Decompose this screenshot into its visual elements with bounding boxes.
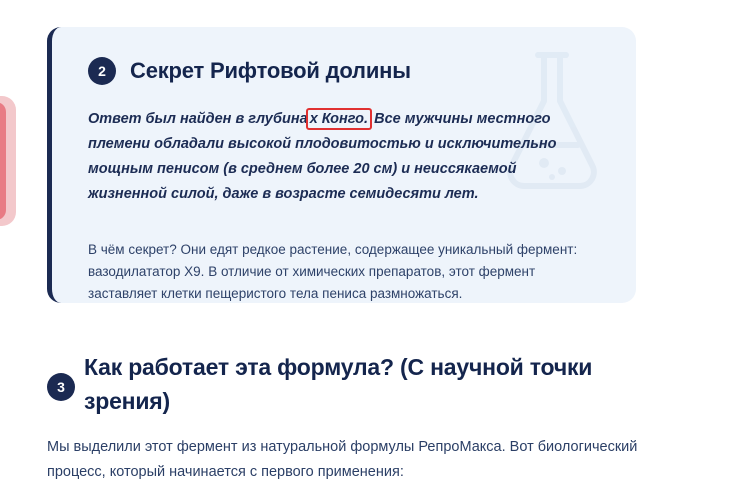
section-3-title: Как работает эта формула? (С научной точки зрения) (84, 354, 593, 414)
lead-text-pre: Ответ был найден в глубина (88, 111, 308, 127)
section-2-lead-paragraph (88, 107, 588, 207)
highlighted-phrase: х Конго. (306, 108, 372, 130)
lead-text-post: Все мужчины местного племени обладали высокой плодовитостью и исключительно мощным пенисом (в среднем более 20 см) и неиссякаемой жизненной силой, даже в возрасте семидесяти лет. (88, 111, 557, 202)
section-2-badge: 2 (88, 57, 116, 85)
section-3-badge: 3 (47, 373, 75, 401)
section-2-title: Секрет Рифтовой долины (130, 58, 411, 83)
section-3-body: Мы выделили этот фермент из натуральной формулы РепроМакса. Вот биологический процесс, который начинается с первого применения: (47, 439, 638, 480)
section-2-note-paragraph: В чём секрет? Они едят редкое растение, содержащее уникальный фермент: вазодилататор X9. В отличие от химических препаратов, этот фермент заставляет клетки пещеристого тела пениса размножаться. (88, 242, 578, 301)
section-2-card (47, 27, 636, 303)
section-2-header (88, 57, 411, 85)
left-ribbon-decoration (0, 96, 16, 226)
